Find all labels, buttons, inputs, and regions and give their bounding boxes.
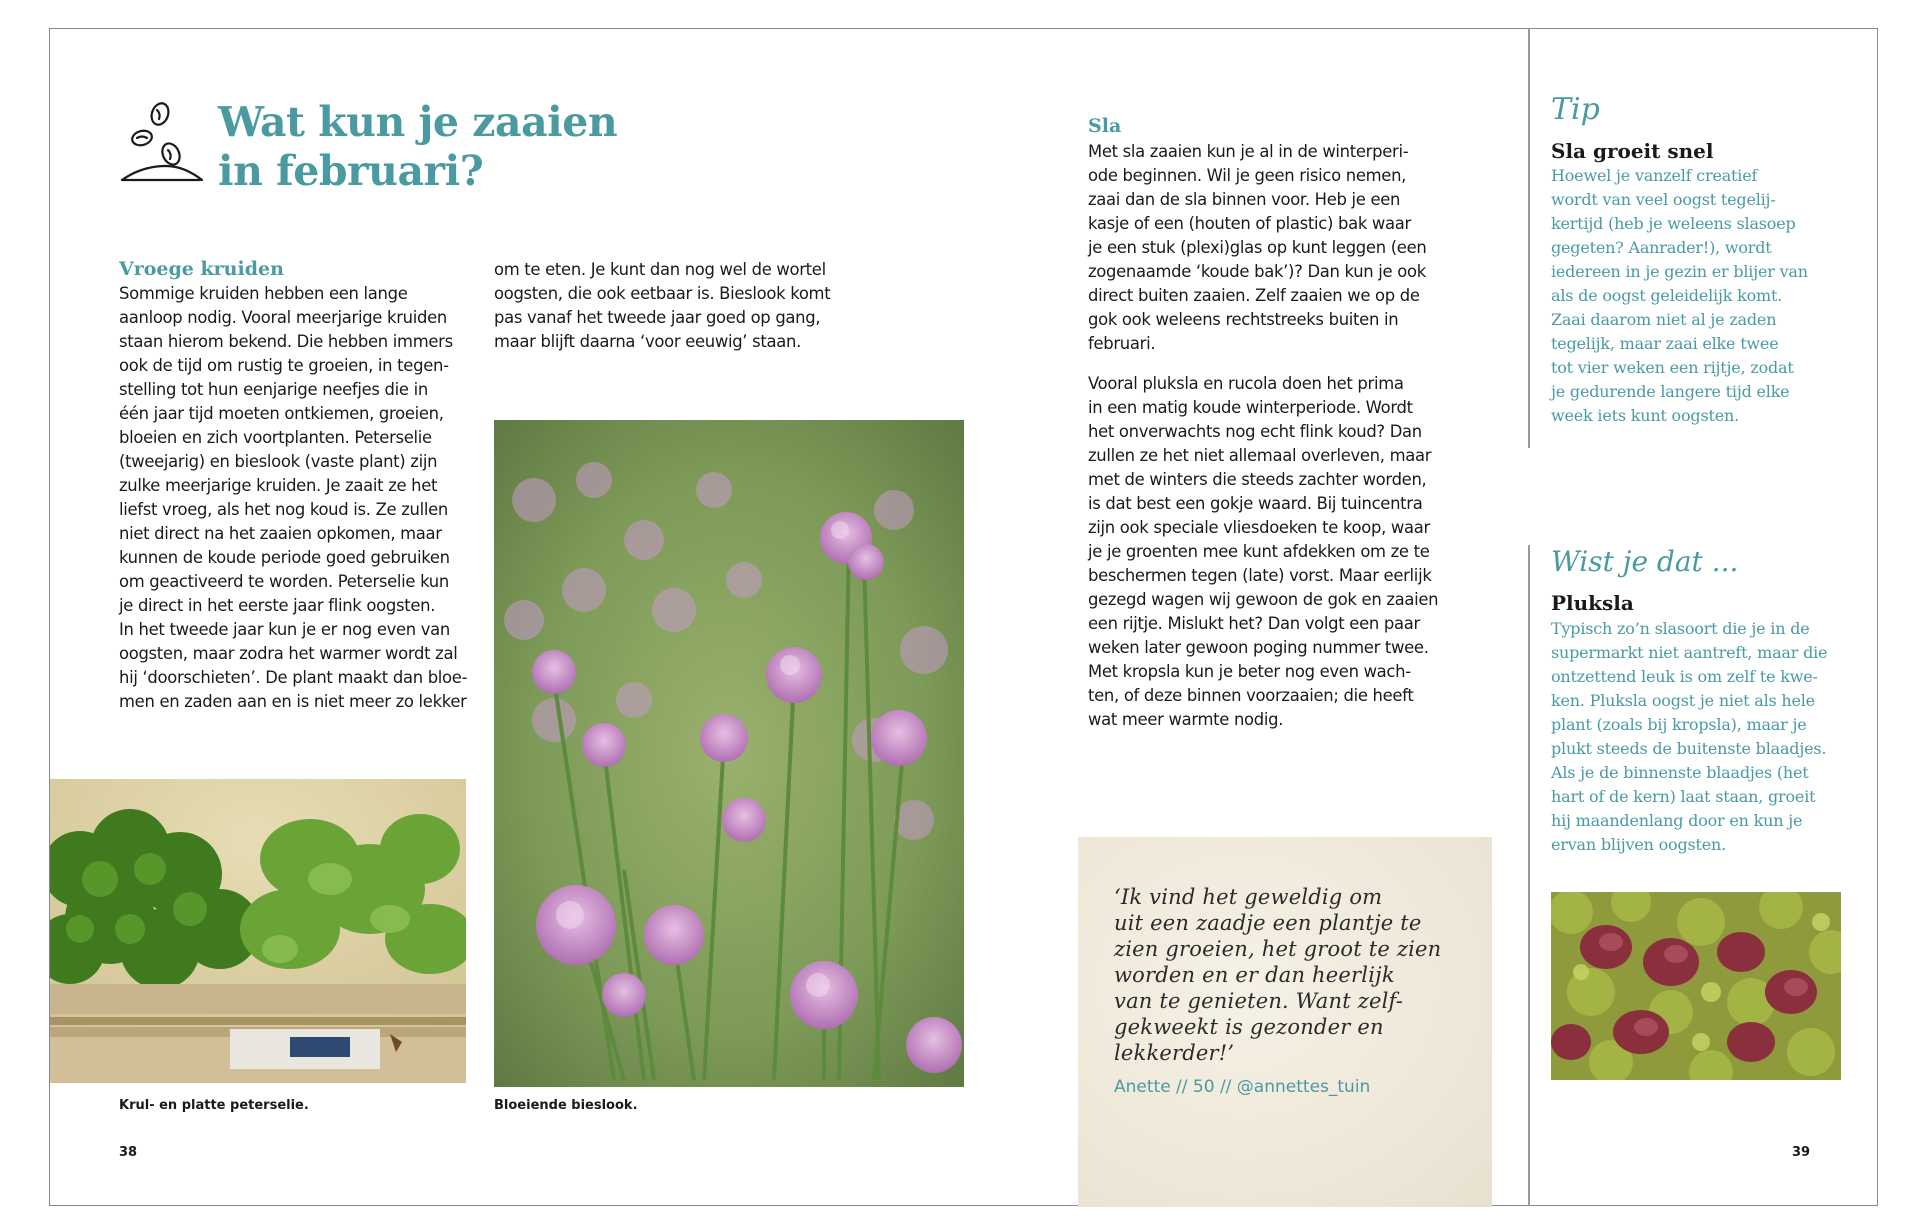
section-heading-vroege-kruiden: Vroege kruiden [119, 258, 284, 280]
body-column-2: om te eten. Je kunt dan nog wel de wortel oogsten, die ook eetbaar is. Bieslook komt pas vanaf het tweede jaar goed op gang, maar blijft daarna ‘voor eeuwig’ staan. [494, 260, 831, 351]
page-title: Wat kun je zaaien in februari? [218, 98, 618, 195]
sla-paragraph-1: Met sla zaaien kun je al in de winterperi- ode beginnen. Wil je geen risico nemen, zaai dan de sla binnen voor. Heb je een kasje of een (houten of plastic) bak waar je een stuk (plexi)glas op kunt leggen (een zogenaamde ‘koude bak’)? Dan kun je ook direct buiten zaaien. Zelf zaaien we op de gok ook weleens rechtstreeks buiten in februari. [1088, 142, 1427, 353]
quote-text: ‘Ik vind het geweldig om uit een zaadje een plantje te zien groeien, het groot te zien worden en er dan heerlijk van te genieten. Want zelf- gekweekt is gezonder en lekkerder!’ [1114, 885, 1442, 1065]
lettuce-photo [1551, 892, 1841, 1080]
sidebar-divider-bottom [1528, 545, 1530, 1206]
fact-label: Wist je dat ... [1551, 545, 1739, 578]
tip-text: Hoewel je vanzelf creatief wordt van veel oogst tegelij- kertijd (heb je weleens slasoep gegeten? Aanrader!), wordt iedereen in je gezin er blijer van als de oogst geleidelijk komt. Zaai daarom niet al je zaden tegelijk, maar zaai elke twee tot vier weken een rijtje, zodat je gedurende langere tijd elke week iets kunt oogsten. [1551, 166, 1808, 425]
section-heading-sla: Sla [1088, 115, 1122, 137]
sidebar-divider-top [1528, 28, 1530, 448]
quote-signature: Anette // 50 // @annettes_tuin [1114, 1077, 1371, 1097]
chives-photo [494, 420, 964, 1087]
tip-heading: Sla groeit snel [1551, 139, 1714, 163]
fact-text: Typisch zo’n slasoort die je in de supermarkt niet aantreft, maar die ontzettend leuk is om zelf te kwe- ken. Pluksla oogst je niet als hele plant (zoals bij kropsla), maar je plukt steeds de buitenste blaadjes. Als je de binnenste blaadjes (het hart of de kern) laat staan, groeit hij maandenlang door en kun je ervan blijven oogsten. [1551, 619, 1828, 854]
page-number-right: 39 [1792, 1145, 1811, 1160]
body-column-1: Sommige kruiden hebben een lange aanloop nodig. Vooral meerjarige kruiden staan hierom bekend. Die hebben immers ook de tijd om rustig te groeien, in tegen- stelling tot hun eenjarige neefjes die in één jaar tijd moeten ontkiemen, groeien, bloeien en zich voortplanten. Peterselie (tweejarig) en bieslook (vaste plant) zijn zulke meerjarige kruiden. Je zaait ze het liefst vroeg, als het nog koud is. Ze zullen niet direct na het zaaien opkomen, maar kunnen de koude periode goed gebruiken om geactiveerd te worden. Peterselie kun je direct in het eerste jaar flink oogsten. In het tweede jaar kun je er nog even van oogsten, maar zodra het warmer wordt zal hij ‘doorschieten’. De plant maakt dan bloe- men en zaden aan en is niet meer zo lekker [119, 284, 468, 711]
fact-heading: Pluksla [1551, 591, 1634, 615]
caption-chives: Bloeiende bieslook. [494, 1098, 638, 1113]
page-number-left: 38 [119, 1145, 138, 1160]
seeds-icon [120, 98, 204, 186]
sla-paragraph-2: Vooral pluksla en rucola doen het prima in een matig koude winterperiode. Wordt het onverwachts nog echt flink koud? Dan zullen ze het niet allemaal overleven, maar met de winters die steeds zachter worden, is dat best een gokje waard. Bij tuincentra zijn ook speciale vliesdoeken te koop, waar je je groenten mee kunt afdekken om ze te beschermen tegen (late) vorst. Maar eerlijk gezegd wagen wij gewoon de gok en zaaien een rijtje. Mislukt het? Dan volgt een paar weken later gewoon poging nummer twee. Met kropsla kun je beter nog even wach- ten, of deze binnen voorzaaien; die heeft wat meer warmte nodig. [1088, 374, 1439, 729]
caption-parsley: Krul- en platte peterselie. [119, 1098, 309, 1113]
parsley-photo [50, 779, 466, 1083]
tip-label: Tip [1551, 92, 1600, 127]
